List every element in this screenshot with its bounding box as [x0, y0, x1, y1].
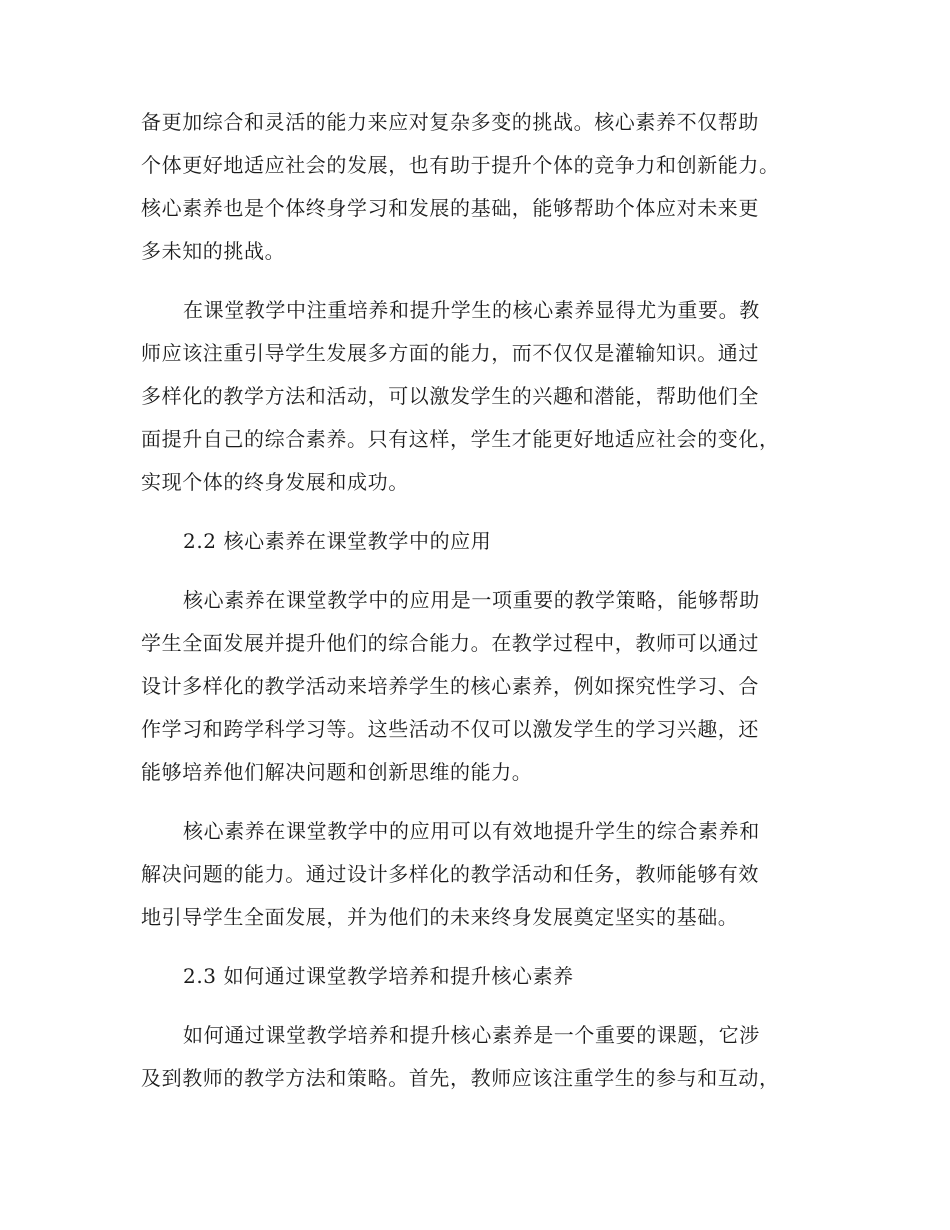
paragraph-1-line-2: 个体更好地适应社会的发展，也有助于提升个体的竞争力和创新能力。 [141, 153, 780, 177]
paragraph-3-line-1: 核心素养在课堂教学中的应用是一项重要的教学策略，能够帮助 [183, 588, 760, 612]
paragraph-1-line-1: 备更加综合和灵活的能力来应对复杂多变的挑战。核心素养不仅帮助 [141, 110, 759, 134]
paragraph-4-line-2: 解决问题的能力。通过设计多样化的教学活动和任务，教师能够有效 [141, 862, 759, 886]
section-heading-2-2: 2.2 核心素养在课堂教学中的应用 [183, 529, 492, 553]
paragraph-3-line-2: 学生全面发展并提升他们的综合能力。在教学过程中，教师可以通过 [141, 631, 759, 655]
paragraph-4-line-3: 地引导学生全面发展，并为他们的未来终身发展奠定坚实的基础。 [141, 905, 739, 929]
paragraph-3-line-4: 作学习和跨学科学习等。这些活动不仅可以激发学生的学习兴趣，还 [141, 717, 759, 741]
paragraph-3-line-5: 能够培养他们解决问题和创新思维的能力。 [141, 760, 533, 784]
paragraph-2-line-3: 多样化的教学方法和活动，可以激发学生的兴趣和潜能，帮助他们全 [141, 384, 759, 408]
paragraph-3-line-3: 设计多样化的教学活动来培养学生的核心素养，例如探究性学习、合 [141, 674, 759, 698]
paragraph-2-line-4: 面提升自己的综合素养。只有这样，学生才能更好地适应社会的变化， [141, 427, 780, 451]
paragraph-1-line-3: 核心素养也是个体终身学习和发展的基础，能够帮助个体应对未来更 [141, 196, 759, 220]
paragraph-1-line-4: 多未知的挑战。 [141, 239, 286, 263]
paragraph-4-line-1: 核心素养在课堂教学中的应用可以有效地提升学生的综合素养和 [183, 819, 760, 843]
paragraph-5-line-2: 及到教师的教学方法和策略。首先，教师应该注重学生的参与和互动， [141, 1066, 780, 1090]
paragraph-2-line-2: 师应该注重引导学生发展多方面的能力，而不仅仅是灌输知识。通过 [141, 341, 759, 365]
section-heading-2-3: 2.3 如何通过课堂教学培养和提升核心素养 [183, 964, 574, 988]
paragraph-2-line-1: 在课堂教学中注重培养和提升学生的核心素养显得尤为重要。教 [183, 298, 760, 322]
paragraph-2-line-5: 实现个体的终身发展和成功。 [141, 470, 409, 494]
paragraph-5-line-1: 如何通过课堂教学培养和提升核心素养是一个重要的课题，它涉 [183, 1023, 760, 1047]
